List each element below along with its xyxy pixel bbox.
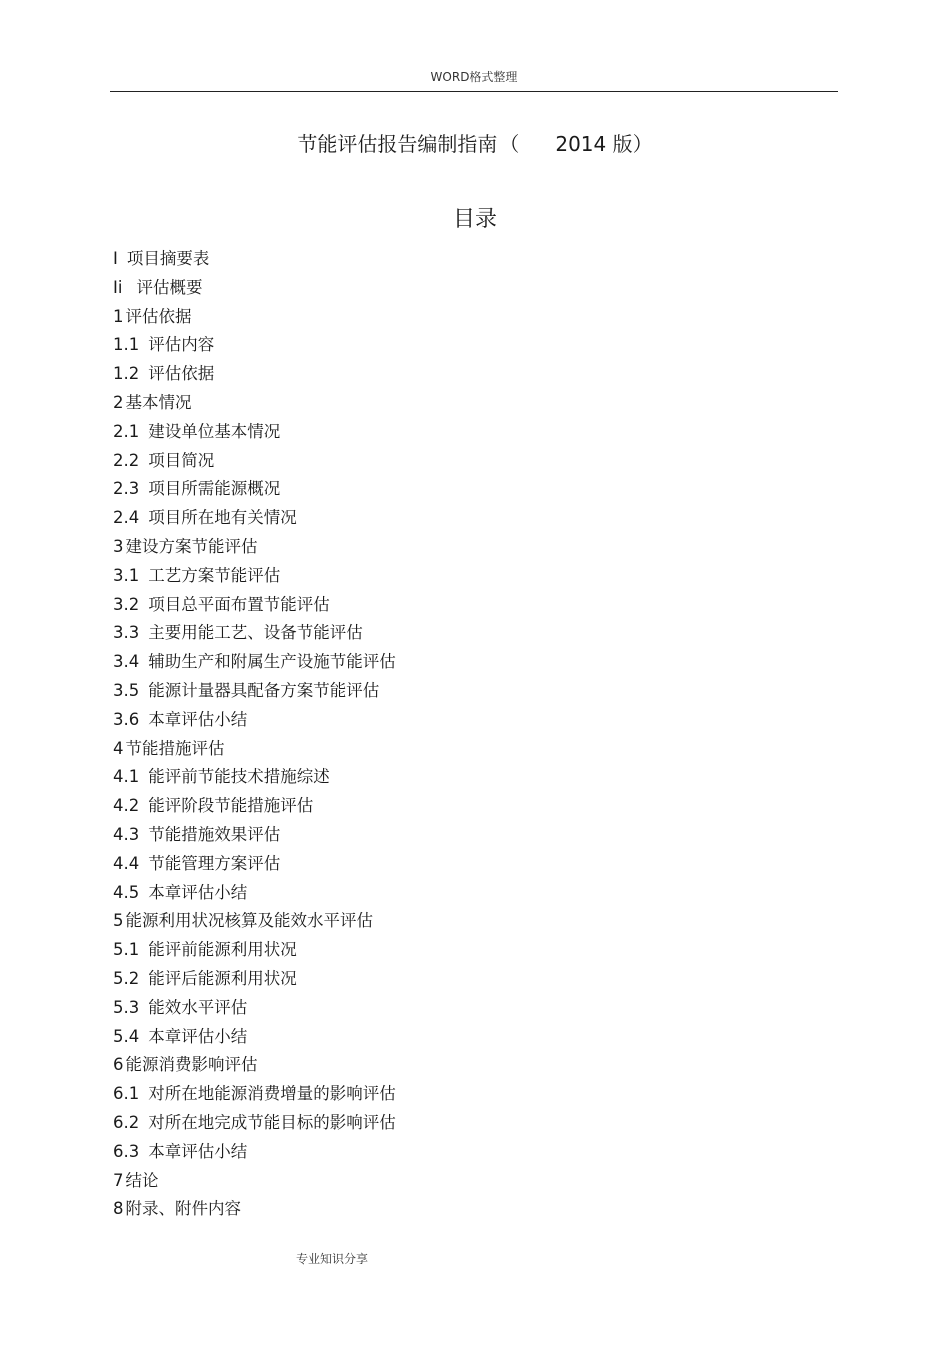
toc-entry[interactable] (113, 475, 813, 504)
toc-entry-title: 主要用能工艺、设备节能评估 (148, 623, 363, 643)
toc-entry-title: 能评阶段节能措施评估 (148, 796, 314, 816)
toc-entry[interactable] (113, 533, 813, 562)
table-of-contents (113, 245, 813, 1224)
toc-entry-title: 项目所在地有关情况 (148, 508, 297, 528)
toc-entry[interactable] (113, 1051, 813, 1080)
toc-entry-number: 7 (113, 1170, 124, 1190)
toc-entry[interactable] (113, 447, 813, 476)
toc-entry-number: 6 (113, 1055, 124, 1075)
toc-entry[interactable] (113, 1167, 813, 1196)
toc-entry-title: 节能管理方案评估 (148, 853, 281, 873)
toc-entry-title: 建设方案节能评估 (125, 536, 258, 556)
toc-entry-title: 节能措施评估 (125, 738, 225, 758)
toc-entry-number: 1.2 (113, 364, 140, 384)
toc-heading: 目录 (452, 207, 497, 232)
toc-entry[interactable] (113, 245, 813, 274)
toc-entry-title: 项目总平面布置节能评估 (148, 594, 330, 614)
toc-entry[interactable] (113, 763, 813, 792)
toc-entry-title: 建设单位基本情况 (148, 421, 281, 441)
toc-entry[interactable] (113, 303, 813, 332)
toc-entry-number: 4.1 (113, 767, 140, 787)
toc-entry-number: 2.4 (113, 508, 140, 528)
toc-entry-title: 能源计量器具配备方案节能评估 (148, 680, 380, 700)
toc-entry-title: 评估依据 (125, 306, 192, 326)
toc-entry-title: 评估依据 (148, 364, 215, 384)
toc-entry-number: Ii (113, 277, 123, 297)
toc-entry[interactable] (113, 677, 813, 706)
document-title-main: 节能评估报告编制指南 (297, 132, 498, 156)
toc-entry[interactable] (113, 360, 813, 389)
toc-entry-number: 3.4 (113, 652, 140, 672)
toc-entry[interactable] (113, 1138, 813, 1167)
toc-entry-title: 评估内容 (148, 335, 215, 355)
toc-entry-title: 评估概要 (136, 277, 203, 297)
toc-entry-number: 2.3 (113, 479, 140, 499)
page-footer: 专业知识分享 (295, 1252, 368, 1266)
toc-entry[interactable] (113, 389, 813, 418)
toc-entry-number: 6.1 (113, 1084, 140, 1104)
toc-entry-title: 辅助生产和附属生产设施节能评估 (148, 652, 396, 672)
toc-entry-number: 6.3 (113, 1141, 140, 1161)
document-title-open-paren: （ (499, 132, 520, 156)
toc-entry-title: 能源利用状况核算及能效水平评估 (125, 911, 373, 931)
toc-entry-title: 工艺方案节能评估 (148, 565, 281, 585)
toc-entry[interactable] (113, 850, 813, 879)
toc-entry[interactable] (113, 994, 813, 1023)
toc-entry-number: 2.2 (113, 450, 140, 470)
toc-entry[interactable] (113, 879, 813, 908)
toc-entry-title: 能评前节能技术措施综述 (148, 767, 330, 787)
toc-entry-number: 3.3 (113, 623, 140, 643)
toc-entry-number: 3 (113, 536, 124, 556)
toc-entry-number: 2 (113, 392, 124, 412)
toc-entry[interactable] (113, 936, 813, 965)
toc-entry[interactable] (113, 619, 813, 648)
toc-entry[interactable] (113, 821, 813, 850)
toc-entry[interactable] (113, 792, 813, 821)
toc-entry-title: 能评前能源利用状况 (148, 940, 297, 960)
toc-entry-number: I (113, 249, 118, 268)
toc-entry-number: 3.1 (113, 565, 140, 585)
toc-entry-number: 4.3 (113, 824, 140, 844)
toc-entry-number: 6.2 (113, 1112, 140, 1132)
toc-entry-number: 2.1 (113, 421, 140, 441)
toc-entry-title: 本章评估小结 (148, 1026, 248, 1046)
toc-entry-title: 项目简况 (148, 450, 215, 470)
toc-entry-number: 1 (113, 306, 124, 326)
toc-entry-number: 5.4 (113, 1026, 140, 1046)
toc-entry-number: 4.2 (113, 796, 140, 816)
toc-entry-title: 基本情况 (125, 392, 192, 412)
toc-entry-number: 3.2 (113, 594, 140, 614)
toc-entry-title: 能评后能源利用状况 (148, 968, 297, 988)
toc-entry-number: 5.2 (113, 968, 140, 988)
toc-entry[interactable] (113, 274, 813, 303)
toc-entry[interactable] (113, 331, 813, 360)
toc-entry-number: 4.5 (113, 882, 140, 902)
document-title (0, 128, 950, 157)
toc-entry-title: 本章评估小结 (148, 1141, 248, 1161)
toc-entry[interactable] (113, 562, 813, 591)
toc-entry[interactable] (113, 648, 813, 677)
toc-entry-title: 对所在地完成节能目标的影响评估 (148, 1112, 396, 1132)
toc-entry-number: 4 (113, 738, 124, 758)
toc-entry[interactable] (113, 965, 813, 994)
toc-entry-number: 5.3 (113, 997, 140, 1017)
toc-entry-number: 5.1 (113, 940, 140, 960)
toc-entry[interactable] (113, 591, 813, 620)
toc-entry-title: 附录、附件内容 (125, 1199, 241, 1219)
toc-entry[interactable] (113, 1080, 813, 1109)
toc-entry-title: 对所在地能源消费增量的影响评估 (148, 1084, 396, 1104)
page-header: WORD格式整理 (430, 70, 518, 84)
toc-entry[interactable] (113, 1023, 813, 1052)
toc-entry[interactable] (113, 735, 813, 764)
toc-entry[interactable] (113, 418, 813, 447)
toc-entry-number: 4.4 (113, 853, 140, 873)
toc-entry-title: 本章评估小结 (148, 709, 248, 729)
toc-entry-number: 3.6 (113, 709, 140, 729)
toc-entry-title: 项目所需能源概况 (148, 479, 281, 499)
toc-entry-number: 5 (113, 911, 124, 931)
toc-entry-title: 项目摘要表 (126, 249, 210, 268)
toc-entry[interactable] (113, 706, 813, 735)
header-divider (110, 91, 838, 92)
toc-entry-title: 结论 (125, 1170, 159, 1190)
document-title-year: 2014 版） (555, 132, 653, 156)
toc-entry-number: 8 (113, 1199, 124, 1219)
toc-entry[interactable] (113, 907, 813, 936)
toc-entry-number: 1.1 (113, 335, 140, 355)
toc-entry[interactable] (113, 1109, 813, 1138)
toc-entry-title: 节能措施效果评估 (148, 824, 281, 844)
toc-entry-title: 能源消费影响评估 (125, 1055, 258, 1075)
toc-entry-number: 3.5 (113, 680, 140, 700)
toc-entry[interactable] (113, 504, 813, 533)
toc-entry-title: 本章评估小结 (148, 882, 248, 902)
toc-entry[interactable] (113, 1195, 813, 1224)
toc-entry-title: 能效水平评估 (148, 997, 248, 1017)
